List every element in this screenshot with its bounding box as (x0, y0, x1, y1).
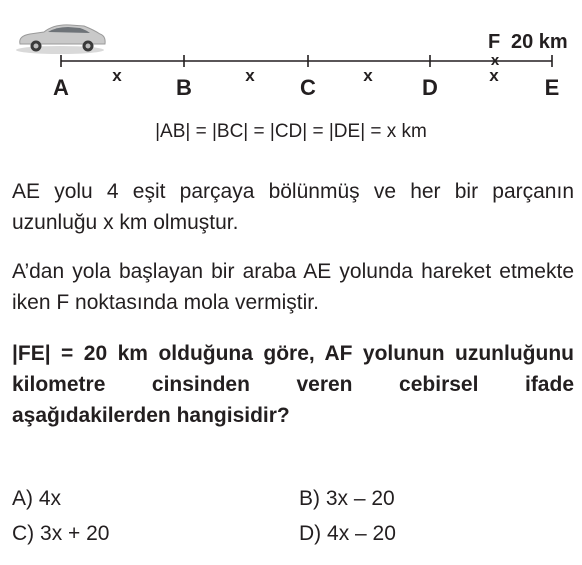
choice-c[interactable] (12, 522, 110, 546)
point-label-a: A (53, 75, 69, 100)
problem-paragraph-1: AE yolu 4 eşit parçaya bölünmüş ve her bir parçanın uzunluğu x km olmuştur. (12, 180, 574, 234)
choice-d-text: 4x – 20 (327, 522, 396, 545)
choice-b-letter: B) (299, 487, 320, 510)
f-point-label: F (488, 31, 501, 53)
point-label-d: D (422, 75, 438, 100)
choice-d-letter: D) (299, 522, 322, 545)
choice-c-text: 3x + 20 (40, 522, 110, 545)
point-label-e: E (544, 75, 560, 100)
fe-distance-label: 20 km (511, 31, 568, 53)
choice-a-letter: A) (12, 487, 33, 510)
segment-label-de: x (489, 66, 499, 85)
choice-a-text: 4x (38, 487, 62, 510)
f-point-marker: x (490, 52, 500, 69)
choice-a[interactable] (12, 487, 61, 511)
segment-label-bc: x (245, 66, 255, 85)
segment-label-cd: x (363, 66, 373, 85)
choice-c-letter: C) (12, 522, 35, 545)
problem-paragraph-2: A’dan yola başlayan bir araba AE yolunda hareket etmekte iken F noktasında mola vermiştir. (12, 260, 574, 314)
question-text: |FE| = 20 km olduğuna göre, AF yolunun uzunluğunu kilometre cinsinden veren cebirsel ifade aşağıdakilerden hangisidir? (12, 342, 574, 427)
choice-b[interactable] (299, 487, 395, 511)
car-icon (16, 25, 105, 54)
point-label-c: C (300, 75, 316, 100)
point-label-b: B (176, 75, 192, 100)
choice-d[interactable] (299, 522, 396, 546)
number-line-figure (0, 0, 582, 150)
choice-b-text: 3x – 20 (325, 487, 395, 510)
segment-label-ab: x (112, 66, 122, 85)
segment-equation: |AB| = |BC| = |CD| = |DE| = x km (155, 121, 427, 142)
